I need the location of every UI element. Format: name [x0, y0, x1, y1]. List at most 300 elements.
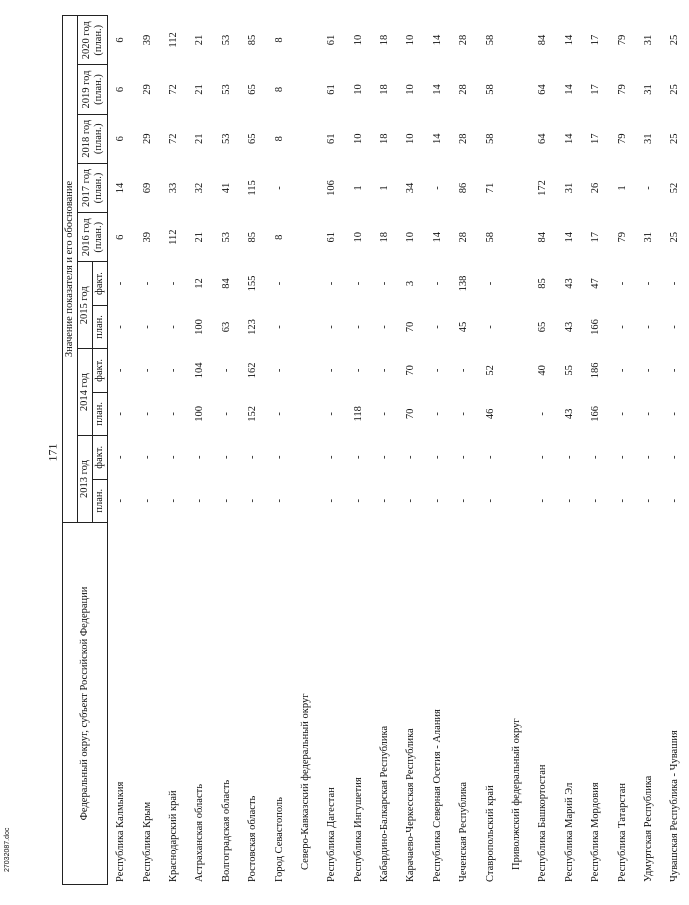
region-name: Город Севастополь: [273, 797, 285, 882]
value-cell: -: [431, 498, 443, 503]
value-cell: -: [669, 325, 681, 329]
value-cell: 17: [590, 231, 602, 243]
value-cell: 6: [115, 86, 127, 93]
plan-year-header: 2016 год (план.): [78, 213, 108, 262]
table-row: [161, 16, 187, 885]
value-cell: 25: [669, 133, 681, 144]
table-row: [662, 16, 688, 885]
value-cell: 1: [352, 185, 364, 191]
value-cell: -: [326, 455, 338, 460]
value-cell: -: [194, 498, 206, 503]
region-name: Республика Татарстан: [616, 782, 628, 882]
value-cell: -: [352, 325, 364, 329]
value-cell: -: [537, 498, 549, 503]
value-cell: -: [643, 281, 654, 286]
value-cell: 8: [273, 37, 285, 43]
value-cell: -: [669, 455, 681, 460]
value-cell: 25: [669, 34, 681, 46]
table-row: [451, 16, 477, 885]
value-cell: -: [141, 455, 153, 460]
region-name: Республика Мордовия: [590, 782, 602, 882]
value-cell: 70: [405, 365, 417, 376]
value-cell: 70: [405, 321, 417, 333]
value-cell: 186: [590, 362, 602, 379]
value-cell: 17: [590, 133, 602, 144]
value-cell: -: [379, 325, 391, 329]
value-cell: -: [247, 498, 259, 503]
value-cell: 85: [247, 231, 259, 243]
value-cell: -: [352, 498, 364, 503]
value-cell: 21: [194, 34, 206, 46]
value-cell: 28: [458, 34, 470, 46]
value-cell: -: [405, 455, 417, 460]
value-cell: 70: [405, 408, 417, 420]
value-cell: -: [141, 368, 153, 373]
value-cell: 34: [405, 182, 417, 194]
value-cell: 53: [220, 133, 232, 144]
value-cell: 28: [458, 133, 470, 144]
value-cell: -: [273, 186, 285, 190]
region-name: Кабардино-Балкарская Республика: [379, 725, 391, 882]
value-cell: -: [669, 412, 681, 416]
value-cell: 14: [431, 34, 443, 46]
value-cell: 21: [194, 84, 206, 95]
value-cell: [504, 349, 530, 392]
value-cell: [504, 479, 530, 522]
value-cell: -: [115, 368, 127, 373]
value-cell: -: [616, 455, 628, 460]
value-cell: 85: [537, 278, 549, 289]
value-cell: 14: [563, 34, 575, 46]
value-cell: 29: [141, 84, 153, 95]
value-cell: 104: [194, 362, 206, 379]
value-cell: 25: [669, 84, 681, 95]
value-cell: -: [379, 498, 391, 503]
value-cell: -: [643, 325, 654, 329]
value-cell: 25: [669, 231, 681, 243]
value-cell: 26: [590, 182, 602, 194]
plan-year-header: 2020 год (план.): [78, 16, 108, 65]
table-row: [636, 16, 662, 885]
value-cell: -: [326, 498, 338, 503]
value-cell: 86: [458, 182, 470, 194]
value-cell: 39: [141, 231, 153, 243]
value-cell: 21: [194, 231, 206, 243]
region-name: Удмуртская Республика: [643, 775, 654, 882]
sub-header: план.: [93, 392, 108, 435]
value-cell: 53: [220, 34, 232, 46]
value-cell: -: [379, 412, 391, 416]
value-cell: [293, 114, 319, 163]
value-cell: 17: [590, 34, 602, 46]
value-cell: -: [616, 281, 628, 286]
value-cell: -: [326, 281, 338, 286]
value-cell: -: [115, 412, 127, 416]
table-row: [346, 16, 372, 885]
sub-header: факт.: [93, 262, 108, 305]
value-cell: [293, 65, 319, 114]
value-cell: -: [616, 325, 628, 329]
value-cell: 61: [326, 231, 338, 243]
value-cell: 84: [537, 231, 549, 243]
region-name: Краснодарский край: [167, 790, 179, 882]
value-cell: 61: [326, 34, 338, 46]
value-cell: -: [431, 368, 443, 373]
value-cell: 71: [484, 182, 496, 194]
value-cell: 63: [220, 321, 232, 333]
value-cell: -: [167, 281, 179, 286]
table-row: [214, 16, 240, 885]
value-cell: -: [352, 455, 364, 460]
value-cell: -: [220, 455, 232, 460]
value-cell: 112: [167, 229, 179, 245]
value-cell: 31: [643, 34, 654, 46]
value-cell: -: [273, 281, 285, 286]
table-row: [477, 16, 503, 885]
sub-header: план.: [93, 479, 108, 522]
value-cell: -: [220, 498, 232, 503]
value-cell: 14: [431, 133, 443, 144]
value-cell: -: [643, 455, 654, 460]
value-cell: 47: [590, 278, 602, 289]
value-cell: [293, 262, 319, 305]
value-cell: -: [247, 455, 259, 460]
value-cell: 10: [405, 133, 417, 144]
value-cell: [504, 392, 530, 435]
table-row: [187, 16, 213, 885]
value-cell: 31: [643, 84, 654, 95]
value-cell: 118: [352, 406, 364, 422]
value-cell: [504, 65, 530, 114]
value-cell: -: [379, 281, 391, 286]
value-cell: -: [115, 498, 127, 503]
value-cell: -: [141, 412, 153, 416]
value-cell: 10: [352, 231, 364, 243]
value-cell: 10: [405, 34, 417, 46]
value-cell: 43: [563, 408, 575, 420]
rotated-table-container: [62, 15, 681, 885]
value-cell: 58: [484, 34, 496, 46]
value-cell: 69: [141, 182, 153, 194]
value-cell: [504, 305, 530, 348]
value-cell: -: [141, 281, 153, 286]
value-cell: [504, 114, 530, 163]
value-cell: -: [167, 412, 179, 416]
value-cell: 65: [247, 133, 259, 144]
table-row: [530, 16, 556, 885]
value-cell: -: [431, 325, 443, 329]
footer-file-code: 27032087.doc: [4, 827, 11, 872]
value-cell: -: [669, 281, 681, 286]
value-cell: -: [220, 368, 232, 373]
value-cell: 31: [643, 231, 654, 243]
region-name: Республика Калмыкия: [115, 781, 127, 882]
value-cell: 29: [141, 133, 153, 144]
value-cell: 64: [537, 133, 549, 144]
table-row: [557, 16, 583, 885]
value-cell: 6: [115, 136, 127, 142]
value-cell: -: [616, 498, 628, 503]
table-row: [398, 16, 424, 885]
value-cell: 52: [669, 182, 681, 194]
value-cell: 53: [220, 231, 232, 243]
value-cell: -: [220, 412, 232, 416]
table-row: [372, 16, 398, 885]
value-cell: 10: [352, 133, 364, 144]
value-cell: -: [563, 498, 575, 503]
value-cell: 100: [194, 319, 206, 335]
value-cell: -: [537, 455, 549, 460]
value-cell: -: [167, 325, 179, 329]
value-cell: 45: [458, 321, 470, 333]
value-cell: 72: [167, 84, 179, 95]
plan-year-header: 2019 год (план.): [78, 65, 108, 114]
value-cell: [504, 262, 530, 305]
value-cell: -: [141, 325, 153, 329]
value-cell: 84: [220, 278, 232, 289]
section-title: Приволжский федеральный округ: [511, 718, 523, 870]
value-cell: -: [431, 412, 443, 416]
region-name: Чувашская Республика - Чувашия: [669, 730, 681, 882]
value-cell: 10: [405, 84, 417, 95]
value-cell: -: [352, 368, 364, 373]
value-cell: -: [326, 368, 338, 373]
value-cell: 12: [194, 278, 206, 289]
value-cell: [293, 16, 319, 65]
value-cell: -: [669, 368, 681, 373]
value-cell: 162: [247, 362, 259, 379]
value-cell: -: [616, 368, 628, 373]
value-cell: -: [590, 455, 602, 460]
value-cell: -: [590, 498, 602, 503]
value-cell: 58: [484, 231, 496, 243]
sub-header: план.: [93, 305, 108, 348]
value-cell: -: [458, 412, 470, 416]
value-cell: 84: [537, 34, 549, 46]
value-cell: -: [326, 412, 338, 416]
value-cell: 72: [167, 133, 179, 144]
value-cell: 138: [458, 275, 470, 292]
value-cell: -: [194, 455, 206, 460]
value-cell: 8: [273, 86, 285, 93]
year-header: 2013 год: [78, 436, 93, 523]
value-cell: 79: [616, 133, 628, 144]
value-cell: 8: [273, 234, 285, 240]
region-name: Республика Башкортостан: [537, 764, 549, 882]
value-cell: 14: [115, 182, 127, 194]
value-cell: -: [273, 368, 285, 373]
value-cell: 18: [379, 34, 391, 46]
value-cell: -: [458, 498, 470, 503]
value-cell: 79: [616, 231, 628, 243]
value-cell: -: [431, 281, 443, 286]
value-cell: 28: [458, 231, 470, 243]
value-cell: 58: [484, 133, 496, 144]
value-cell: 166: [590, 405, 602, 422]
value-cell: 152: [247, 405, 259, 422]
value-cell: -: [167, 455, 179, 460]
value-cell: -: [273, 455, 285, 460]
value-cell: -: [431, 455, 443, 460]
value-cell: 79: [616, 84, 628, 95]
value-cell: 61: [326, 133, 338, 144]
value-cell: 1: [379, 185, 391, 191]
value-cell: -: [643, 412, 654, 416]
sub-header: факт.: [93, 436, 108, 479]
value-cell: -: [141, 498, 153, 503]
page-number: 171: [45, 443, 60, 462]
value-cell: 172: [537, 180, 549, 196]
value-cell: -: [273, 498, 285, 503]
table-row: [266, 16, 292, 885]
section-row: [293, 16, 319, 885]
value-cell: 32: [194, 182, 206, 194]
value-cell: [293, 349, 319, 392]
value-cell: [293, 305, 319, 348]
region-name: Республика Крым: [141, 801, 153, 882]
value-cell: 18: [379, 133, 391, 144]
sub-header: факт.: [93, 349, 108, 392]
value-cell: 14: [431, 231, 443, 243]
value-cell: -: [167, 498, 179, 503]
value-cell: 21: [194, 133, 206, 144]
value-cell: -: [458, 455, 470, 460]
value-cell: 28: [458, 84, 470, 95]
value-cell: 43: [563, 278, 575, 289]
value-cell: -: [484, 325, 496, 329]
value-cell: [504, 213, 530, 262]
table-row: [108, 16, 135, 885]
value-cell: -: [273, 412, 285, 416]
region-name: Ростовская область: [247, 795, 259, 882]
value-cell: 65: [247, 84, 259, 95]
region-name: Республика Ингушетия: [352, 777, 364, 882]
table-row: [134, 16, 160, 885]
value-cell: [504, 436, 530, 479]
value-cell: 6: [115, 37, 127, 43]
value-cell: -: [379, 368, 391, 373]
value-cell: -: [537, 412, 549, 416]
value-cell: -: [326, 325, 338, 329]
table-body: [108, 16, 689, 885]
table-row: [609, 16, 635, 885]
value-cell: 39: [141, 34, 153, 46]
value-cell: -: [379, 455, 391, 460]
region-name: Республика Марий Эл: [563, 782, 575, 882]
value-cell: 40: [537, 365, 549, 376]
region-name: Волгоградская область: [220, 779, 232, 882]
value-cell: -: [115, 281, 127, 286]
value-cell: 112: [167, 32, 179, 48]
value-cell: -: [484, 455, 496, 460]
region-name: Ставропольский край: [484, 785, 496, 882]
plan-year-header: 2018 год (план.): [78, 114, 108, 163]
table-row: [425, 16, 451, 885]
value-cell: 115: [247, 180, 259, 196]
value-cell: 53: [220, 84, 232, 95]
value-cell: 123: [247, 319, 259, 335]
value-cell: -: [115, 455, 127, 460]
value-cell: 14: [563, 133, 575, 144]
value-cell: 18: [379, 84, 391, 95]
value-cell: -: [643, 368, 654, 373]
value-cell: 3: [405, 280, 417, 287]
region-name: Республика Дагестан: [326, 787, 338, 882]
section-title: Северо-Кавказский федеральный округ: [299, 693, 311, 870]
value-cell: 1: [616, 185, 628, 191]
data-table: [62, 15, 689, 885]
value-cell: 8: [273, 136, 285, 142]
region-name: Астраханская область: [194, 784, 206, 882]
plan-year-header: 2017 год (план.): [78, 163, 108, 212]
value-cell: 46: [484, 408, 496, 420]
value-cell: 31: [563, 182, 575, 194]
value-cell: [293, 479, 319, 522]
value-cell: -: [643, 186, 654, 190]
value-cell: 41: [220, 182, 232, 194]
value-cell: 10: [352, 84, 364, 95]
value-cell: 10: [352, 34, 364, 46]
section-row: [504, 16, 530, 885]
value-cell: 52: [484, 365, 496, 376]
value-cell: 31: [643, 133, 654, 144]
value-cell: [293, 163, 319, 212]
value-cell: -: [484, 498, 496, 503]
value-cell: 6: [115, 234, 127, 240]
value-cell: 33: [167, 182, 179, 194]
value-group-header: Значение показателя и его обоснование: [63, 16, 78, 523]
value-cell: -: [563, 455, 575, 460]
value-cell: 14: [431, 84, 443, 95]
value-cell: -: [167, 368, 179, 373]
region-name: Карачаево-Черкесская Республика: [405, 728, 417, 882]
value-cell: -: [458, 368, 470, 373]
value-cell: 79: [616, 34, 628, 46]
value-cell: [293, 213, 319, 262]
value-cell: 166: [590, 319, 602, 335]
value-cell: 61: [326, 84, 338, 95]
region-column-header: Федеральный округ, субъект Российской Федерации: [63, 522, 108, 884]
value-cell: 43: [563, 321, 575, 333]
year-header: 2014 год: [78, 349, 93, 436]
value-cell: 17: [590, 84, 602, 95]
value-cell: 58: [484, 84, 496, 95]
year-header: 2015 год: [78, 262, 93, 349]
table-row: [319, 16, 345, 885]
value-cell: -: [273, 325, 285, 329]
value-cell: 14: [563, 231, 575, 243]
value-cell: [504, 163, 530, 212]
region-name: Чеченская Республика: [458, 781, 470, 882]
value-cell: 14: [563, 84, 575, 95]
value-cell: 85: [247, 34, 259, 46]
value-cell: -: [115, 325, 127, 329]
value-cell: 106: [326, 180, 338, 196]
value-cell: 10: [405, 231, 417, 243]
value-cell: -: [616, 412, 628, 416]
value-cell: -: [352, 281, 364, 286]
value-cell: 65: [537, 321, 549, 333]
value-cell: -: [431, 186, 443, 190]
table-row: [583, 16, 609, 885]
value-cell: -: [669, 498, 681, 503]
value-cell: 155: [247, 275, 259, 292]
value-cell: 18: [379, 231, 391, 243]
table-row: [240, 16, 266, 885]
value-cell: 64: [537, 84, 549, 95]
value-cell: [504, 16, 530, 65]
region-name: Республика Северная Осетия - Алания: [431, 709, 443, 882]
